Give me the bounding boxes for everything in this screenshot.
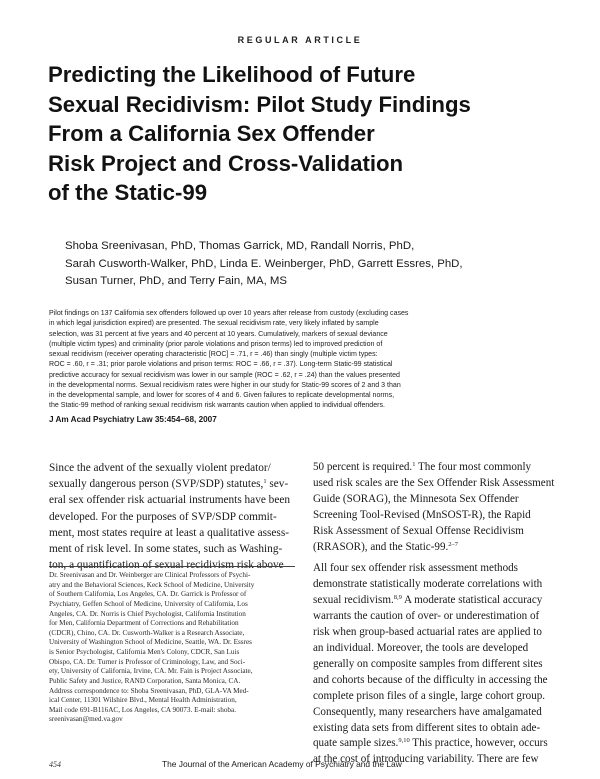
footnote-line: of Southern California, Los Angeles, CA. Dr. Garrick is Professor of [49,590,247,599]
reference-superscript: 1 [263,478,267,486]
author-affiliations-footnote [49,571,295,725]
body-line-text: The four most commonly [415,461,532,473]
abstract-line: in the developmental norms. Sexual recidivism rates were higher in our study for Static-99 scores of 2 and 3 than [49,381,401,389]
body-line [49,460,295,476]
title-line: Predicting the Likelihood of Future [48,62,416,87]
body-line-text: used risk scales are the Sex Offender Risk Assessment [313,476,555,489]
body-line [313,577,559,593]
body-line-text: This practice, however, occurs [409,737,548,750]
body-line-text: and cohorts because of the difficulty in accessing the [313,673,548,686]
body-line [313,609,559,625]
body-line [49,525,295,541]
body-line-text: Since the advent of the sexually violent predator/ [49,462,271,474]
body-line-text: Screening Tool-Revised (MnSOST-R), the Rapid [313,508,531,521]
footnote-line: ety, University of California, Irvine, CA. Mr. Fain is Project Associate, [49,667,253,676]
footnote-line: for Men, California Department of Corrections and Rehabilitation [49,619,239,628]
body-line-text: developed. For the purposes of SVP/SDP commit- [49,510,277,523]
footnote-divider [49,566,295,567]
reference-superscript: 1 [412,461,416,468]
abstract-line: in the developmental sample, and lower for scores of 4 and 6. Given failures to replicate developmental norms, [49,392,395,399]
body-line-text: ment of risk level. In some states, such as Washing- [49,543,283,556]
body-line-text: Guide (SORAG), the Minnesota Sex Offender [313,492,519,505]
body-line-text: quate sample sizes. [313,737,399,750]
author-list [65,238,585,291]
body-line [49,541,295,557]
body-line [313,641,559,657]
body-line [49,476,295,492]
body-line-text: sev- [266,478,289,491]
title-line: Sexual Recidivism: Pilot Study Findings [48,91,471,117]
abstract-line: sexual recidivism (receiver operating characteristic [ROC] = .71, r = .46) than singly (multiple victim types: [49,351,378,358]
footnote-line: Public Safety and Justice, RAND Corporation, Santa Monica, CA. [49,676,241,685]
body-line-text: generally on composite samples from different sites [313,657,543,670]
body-line-text: (RRASOR), and the Static-99. [313,540,449,553]
body-line [313,721,559,737]
footnote-line: is Senior Psychologist, California Men's Colony, CDCR, San Luis [49,648,240,656]
body-line-text: All four sex offender risk assessment methods [313,562,518,575]
body-line-text: sexual recidivism. [313,594,394,607]
body-line [313,689,559,705]
abstract-line: predictive accuracy for sexual recidivism was lower in our sample (ROC = .62, r = .24) than the values presented [49,371,400,379]
body-line [313,625,559,641]
footnote-line: Angeles, CA. Dr. Norris is Chief Psychologist, California Institution [49,609,246,618]
footnote-line: atry and the Behavioral Sciences, Keck School of Medicine, University [49,580,255,589]
page-number: 454 [49,760,61,769]
journal-name: The Journal of the American Academy of Psychiatry and the Law [162,759,402,769]
body-line [313,524,559,540]
body-line-text: 50 percent is required. [313,461,413,473]
abstract-line: ROC = .60, r = .31; prior parole violations and prison terms: ROC = .66, r = .37). Long-term Static-99 statistical [49,361,393,369]
reference-superscript: 8,9 [393,594,402,602]
body-line [313,460,559,476]
title-line: of the Static-99 [48,180,208,205]
abstract-line: in which legal jurisdiction expired) are presented. The sexual recidivism rate, very likely inflated by sample [49,320,379,328]
body-line [313,657,559,673]
abstract-line: selection, was 31 percent at five years and 40 percent at 10 years. Cumulatively, markers of sexual deviance [49,330,388,338]
footnote-line: ical Center, 11301 Wilshire Blvd., Mental Health Administration, [49,696,237,705]
article-title [48,60,568,208]
body-line [49,492,295,508]
body-line [313,508,559,524]
body-line-text: ton, a quantification of sexual recidivism risk above [49,559,284,572]
author-line: Susan Turner, PhD, and Terry Fain, MA, MS [65,275,287,287]
body-line-text: Risk Assessment of Sexual Offense Recidivism [313,524,524,537]
footnote-line: Mail code 691-B116AC, Los Angeles, CA 90073. E-mail: shoba. [49,705,236,714]
body-line-text: complete prison files of a single, large cohort group. [313,689,546,702]
title-line: Risk Project and Cross-Validation [48,150,404,176]
abstract-line: (multiple victim types) and criminality (prior parole violations and prison terms) led to improved prediction of [49,340,383,348]
abstract-line: Pilot findings on 137 California sex offenders followed up over 10 years after release from custody (excluding cases [49,310,409,317]
body-line-text: warrants the caution of over- or underestimation of [313,610,540,623]
body-line [49,509,295,525]
body-line [313,705,559,721]
body-line-text: an individual. Moreover, the tools are developed [313,641,529,654]
body-line-text: risk when group-based actuarial rates are applied to [313,626,542,639]
body-line-text: ment, most states require at least a qualitative assess- [49,526,289,539]
body-column-right [313,460,559,768]
body-line-text: A moderate statistical accuracy [401,594,543,607]
reference-superscript: 9,10 [398,737,410,745]
author-line: Sarah Cusworth-Walker, PhD, Linda E. Weinberger, PhD, Garrett Essres, PhD, [65,257,463,270]
footnote-line: Obispo, CA. Dr. Turner is Professor of Criminology, Law, and Soci- [49,657,246,666]
body-line [313,476,559,492]
section-label: REGULAR ARTICLE [237,35,363,45]
body-column-left [49,460,295,573]
citation: J Am Acad Psychiatry Law 35:454–68, 2007 [49,415,217,424]
footnote-line: University of Washington School of Medicine, Seattle, WA. Dr. Essres [49,638,252,647]
footnote-line: sreenivasan@med.va.gov [49,715,123,724]
body-line-text: existing data sets from different sites to obtain ade- [313,721,541,734]
author-line: Shoba Sreenivasan, PhD, Thomas Garrick, MD, Randall Norris, PhD, [65,240,415,252]
footnote-line: (CDCR), Chino, CA. Dr. Cusworth-Walker is a Research Associate, [49,628,245,637]
body-line-text: demonstrate statistically moderate correlations with [313,578,543,591]
body-line-text: sexually dangerous person (SVP/SDP) statutes, [49,478,264,491]
abstract [49,309,554,412]
body-line [313,736,559,752]
title-line: From a California Sex Offender [48,121,375,146]
footnote-line: Address correspondence to: Shoba Sreenivasan, PhD, GLA-VA Med- [49,686,249,695]
body-line [313,561,559,577]
body-line-text: eral sex offender risk actuarial instruments have been [49,494,291,507]
body-line [313,593,559,609]
body-line [313,492,559,508]
reference-superscript: 2–7 [448,540,459,548]
footnote-line: Psychiatry, Geffen School of Medicine, University of California, Los [49,599,248,608]
body-line [313,673,559,689]
abstract-line: the Static-99 method of ranking sexual recidivism risk warrants caution when applied to individual offenders. [49,402,385,410]
body-line-text: Consequently, many researchers have amalgamated [313,705,542,718]
body-line [313,540,559,556]
body-line-text: at the cost of introducing variability. There are few [313,753,539,766]
footnote-line: Dr. Sreenivasan and Dr. Weinberger are Clinical Professors of Psychi- [49,571,251,579]
